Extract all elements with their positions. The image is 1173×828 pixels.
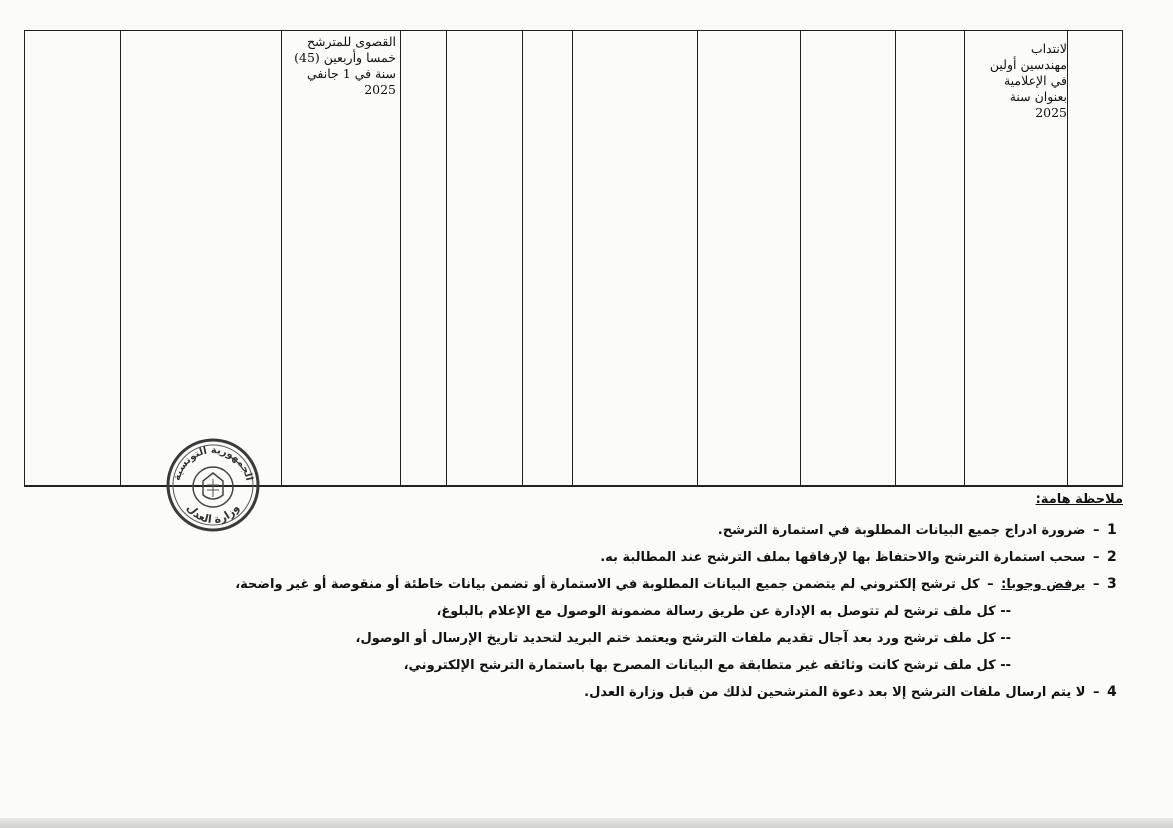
table-column-divider (522, 31, 523, 485)
table-column-divider (446, 31, 447, 485)
note-dash: – (1092, 577, 1100, 592)
notes-title: ملاحظة هامة: (1035, 492, 1123, 507)
table-column-divider (697, 31, 698, 485)
candidates-table (24, 30, 1123, 487)
subject-line: لانتداب (1030, 41, 1067, 56)
important-notes (235, 492, 1123, 706)
rejection-sub-item (303, 652, 1123, 679)
note-number: 3 (1107, 576, 1117, 592)
mandatory-rejection-label: يرفض وجوبا: (1001, 577, 1086, 592)
note-text: سحب استمارة الترشح والاحتفاظ بها لإرفاقها بملف الترشح عند المطالبة به. (600, 550, 1086, 565)
rejection-sub-item (303, 625, 1123, 652)
note-item (303, 679, 1123, 706)
table-column-divider (572, 31, 573, 485)
recruitment-subject-cell (990, 41, 1067, 121)
max-age-line: سنة في 1 جانفي (307, 66, 396, 81)
sub-item-dash: -- (1000, 631, 1011, 646)
seal-icon (165, 437, 261, 533)
table-column-divider (895, 31, 896, 485)
sub-item-text: كل ملف ترشح كانت وثائقه غير متطابقة مع البيانات المصرح بها باستمارة الترشح الإلكتروني، (403, 658, 996, 673)
note-dash: – (1092, 523, 1100, 538)
note-item (303, 544, 1123, 571)
table-column-divider (120, 31, 121, 485)
scan-edge-shadow (0, 818, 1173, 828)
max-age-line: 2025 (364, 82, 396, 97)
table-column-divider (964, 31, 965, 485)
subject-line: بعنوان سنة (1009, 89, 1067, 104)
note-number: 4 (1107, 684, 1117, 700)
note-item (303, 517, 1123, 544)
note-text: لا يتم ارسال ملفات الترشح إلا بعد دعوة المترشحين لذلك من قبل وزارة العدل. (584, 685, 1086, 700)
subject-line: في الإعلامية (1003, 73, 1067, 88)
table-column-divider (1067, 31, 1068, 485)
table-column-divider (400, 31, 401, 485)
note-item (235, 571, 1123, 598)
subject-line: 2025 (1035, 105, 1067, 120)
table-column-divider (800, 31, 801, 485)
note-number: 1 (1107, 522, 1117, 538)
table-border-left (24, 31, 25, 485)
sub-item-text: كل ملف ترشح لم تتوصل به الإدارة عن طريق رسالة مضمونة الوصول مع الإعلام بالبلوغ، (436, 604, 996, 619)
seal-top-text: الجمهورية التونسية (171, 444, 255, 482)
svg-text:وزارة العدل (184, 502, 242, 526)
note-dash: – (1092, 550, 1100, 565)
sub-item-text: كل ملف ترشح ورد بعد آجال تقديم ملفات الترشح ويعتمد ختم البريد لتحديد تاريخ الإرسال أو الوصول، (355, 631, 996, 646)
note-number: 2 (1107, 549, 1117, 565)
max-age-cell (294, 34, 396, 98)
note-text: ضرورة ادراج جميع البيانات المطلوبة في استمارة الترشح. (717, 523, 1086, 538)
sub-item-dash: -- (1000, 658, 1011, 673)
note-dash: – (987, 577, 994, 592)
rejection-sub-item (303, 598, 1123, 625)
max-age-line: القصوى للمترشح (306, 34, 396, 49)
sub-item-dash: -- (1000, 604, 1011, 619)
ministry-seal-stamp (165, 437, 261, 533)
seal-bottom-text: وزارة العدل (184, 501, 242, 527)
note-text: كل ترشح إلكتروني لم يتضمن جميع البيانات المطلوبة في الاستمارة أو تضمن بيانات خاطئة أو منقوصة أو غير واضحة، (235, 577, 980, 592)
note-dash: – (1092, 685, 1100, 700)
max-age-line: خمسا وأربعين (45) (294, 50, 396, 65)
subject-line: مهندسين أولين (989, 57, 1067, 72)
table-border-right (1122, 31, 1123, 485)
table-column-divider (281, 31, 282, 485)
